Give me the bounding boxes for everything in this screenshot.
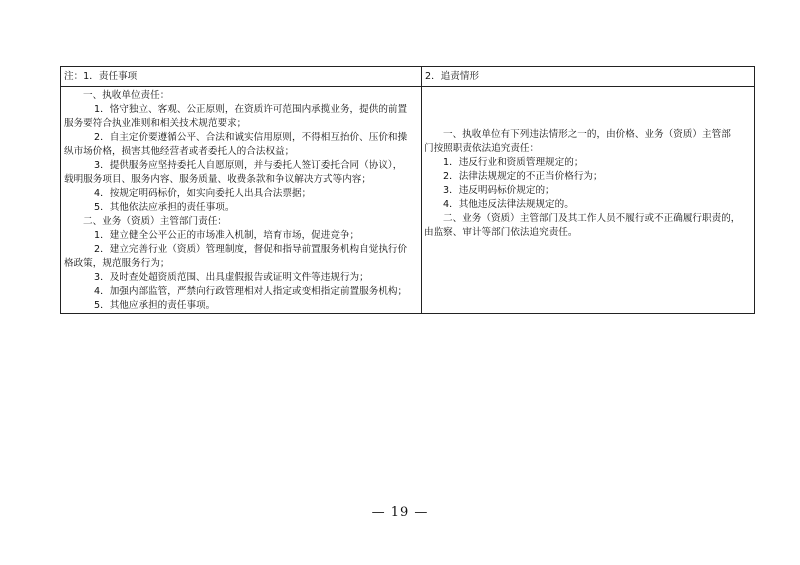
section-heading: 一、执收单位有下列违法情形之一的，由价格、业务（资质）主管部 bbox=[443, 129, 731, 140]
list-item-continuation: 由监察、审计等部门依法追究责任。 bbox=[424, 227, 578, 238]
list-item: 4．按规定明码标价，如实向委托人出具合法票据； bbox=[94, 188, 312, 199]
list-item-continuation: 格政策，规范服务行为； bbox=[64, 258, 170, 269]
header-responsibility-items: 注：1．责任事项 bbox=[61, 67, 422, 87]
list-item-continuation: 纵市场价格，损害其他经营者或者委托人的合法权益； bbox=[64, 146, 295, 157]
list-item-continuation: 门按照职责依法追究责任： bbox=[424, 143, 540, 154]
responsibility-table bbox=[60, 66, 755, 314]
list-item-continuation: 载明服务项目、服务内容、服务质量、收费条款和争议解决方式等内容； bbox=[64, 174, 371, 185]
list-item: 5．其他依法应承担的责任事项。 bbox=[94, 202, 235, 213]
list-item: 4．其他违反法律法规规定的。 bbox=[443, 199, 574, 210]
list-item: 2．自主定价要遵循公平、合法和诚实信用原则，不得相互抬价、压价和操 bbox=[94, 132, 408, 143]
table-header-row bbox=[61, 67, 755, 87]
list-item: 2．法律法规规定的不正当价格行为； bbox=[443, 171, 603, 182]
list-item: 3．违反明码标价规定的； bbox=[443, 185, 555, 196]
list-item-continuation: 服务要符合执业准则和相关技术规范要求； bbox=[64, 118, 247, 129]
header-accountability-situations: 2．追责情形 bbox=[422, 67, 755, 87]
list-item: 2．建立完善行业（资质）管理制度，督促和指导前置服务机构自觉执行价 bbox=[94, 244, 408, 255]
section-heading: 二、业务（资质）主管部门责任： bbox=[83, 216, 227, 227]
list-item: 3．及时查处超资质范围、出具虚假报告或证明文件等违规行为； bbox=[94, 272, 369, 283]
section-heading: 一、执收单位责任： bbox=[83, 90, 170, 101]
list-item: 1．恪守独立、客观、公正原则，在资质许可范围内承揽业务，提供的前置 bbox=[94, 104, 408, 115]
accountability-situations-cell bbox=[422, 87, 755, 314]
responsibility-items-cell bbox=[61, 87, 422, 314]
list-item: 5．其他应承担的责任事项。 bbox=[94, 300, 216, 311]
list-item: 3．提供服务应坚持委托人自愿原则，并与委托人签订委托合同（协议）， bbox=[94, 160, 403, 171]
table-body-row bbox=[61, 87, 755, 314]
list-item: 1．建立健全公平公正的市场准入机制，培育市场，促进竞争； bbox=[94, 230, 360, 241]
page-number: — 19 — bbox=[371, 505, 429, 520]
section-heading: 二、业务（资质）主管部门及其工作人员不履行或不正确履行职责的， bbox=[443, 213, 741, 224]
list-item: 1．违反行业和资质管理规定的； bbox=[443, 157, 584, 168]
list-item: 4．加强内部监管，严禁向行政管理相对人指定或变相指定前置服务机构； bbox=[94, 286, 408, 297]
